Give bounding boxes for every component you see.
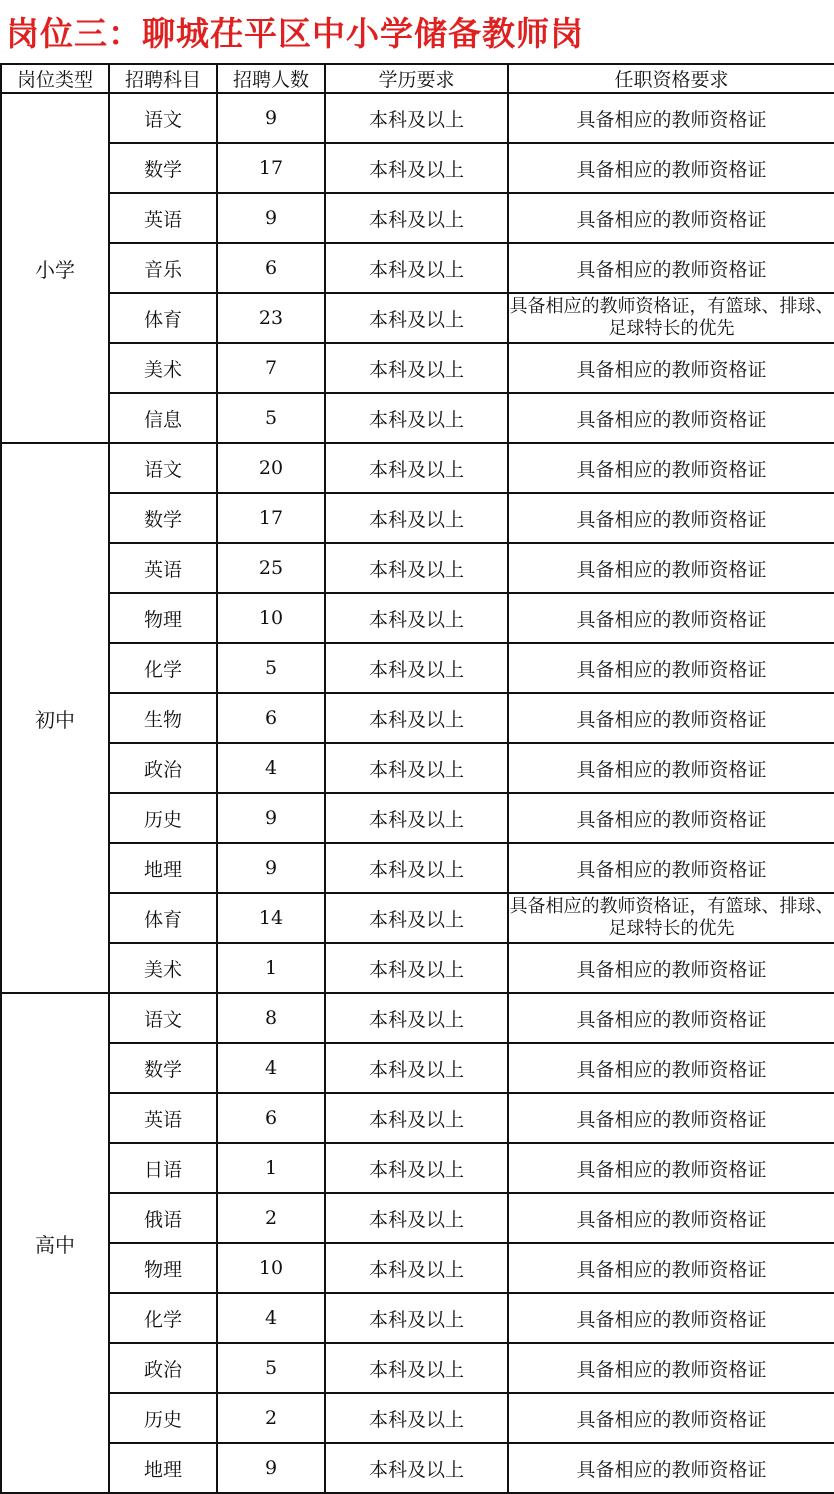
header-subject: 招聘科目 xyxy=(109,64,217,93)
subject-cell: 地理 xyxy=(109,843,217,893)
education-cell: 本科及以上 xyxy=(325,943,508,993)
education-cell: 本科及以上 xyxy=(325,893,508,943)
headcount-cell: 8 xyxy=(217,993,325,1043)
qualification-cell: 具备相应的教师资格证 xyxy=(508,943,834,993)
qualification-cell: 具备相应的教师资格证 xyxy=(508,743,834,793)
table-row xyxy=(1,1393,834,1443)
subject-cell: 数学 xyxy=(109,493,217,543)
subject-cell: 日语 xyxy=(109,1143,217,1193)
headcount-cell: 9 xyxy=(217,93,325,143)
qualification-cell: 具备相应的教师资格证 xyxy=(508,393,834,443)
headcount-cell: 17 xyxy=(217,143,325,193)
table-row xyxy=(1,743,834,793)
headcount-cell: 14 xyxy=(217,893,325,943)
qualification-cell: 具备相应的教师资格证 xyxy=(508,793,834,843)
subject-cell: 体育 xyxy=(109,893,217,943)
education-cell: 本科及以上 xyxy=(325,1043,508,1093)
headcount-cell: 9 xyxy=(217,843,325,893)
headcount-cell: 1 xyxy=(217,1143,325,1193)
page-title: 岗位三：聊城茌平区中小学储备教师岗 xyxy=(6,14,584,53)
table-row xyxy=(1,943,834,993)
table-body xyxy=(1,93,834,1493)
education-cell: 本科及以上 xyxy=(325,1393,508,1443)
subject-cell: 信息 xyxy=(109,393,217,443)
subject-cell: 美术 xyxy=(109,943,217,993)
qualification-cell: 具备相应的教师资格证 xyxy=(508,1143,834,1193)
table-row xyxy=(1,543,834,593)
headcount-cell: 5 xyxy=(217,393,325,443)
header-row xyxy=(1,64,834,93)
headcount-cell: 9 xyxy=(217,1443,325,1493)
education-cell: 本科及以上 xyxy=(325,543,508,593)
headcount-cell: 4 xyxy=(217,1293,325,1343)
qualification-cell: 具备相应的教师资格证 xyxy=(508,193,834,243)
recruitment-table xyxy=(0,63,834,1494)
subject-cell: 化学 xyxy=(109,643,217,693)
education-cell: 本科及以上 xyxy=(325,1293,508,1343)
table-row xyxy=(1,643,834,693)
education-cell: 本科及以上 xyxy=(325,193,508,243)
headcount-cell: 5 xyxy=(217,643,325,693)
subject-cell: 语文 xyxy=(109,993,217,1043)
table-row xyxy=(1,443,834,493)
subject-cell: 英语 xyxy=(109,193,217,243)
education-cell: 本科及以上 xyxy=(325,293,508,343)
qualification-cell: 具备相应的教师资格证 xyxy=(508,1043,834,1093)
subject-cell: 体育 xyxy=(109,293,217,343)
table-row xyxy=(1,1043,834,1093)
subject-cell: 语文 xyxy=(109,443,217,493)
table-row xyxy=(1,593,834,643)
subject-cell: 俄语 xyxy=(109,1193,217,1243)
qualification-cell: 具备相应的教师资格证 xyxy=(508,1243,834,1293)
table-row xyxy=(1,843,834,893)
subject-cell: 物理 xyxy=(109,593,217,643)
subject-cell: 历史 xyxy=(109,793,217,843)
education-cell: 本科及以上 xyxy=(325,393,508,443)
subject-cell: 英语 xyxy=(109,1093,217,1143)
qualification-cell: 具备相应的教师资格证 xyxy=(508,493,834,543)
subject-cell: 政治 xyxy=(109,743,217,793)
headcount-cell: 4 xyxy=(217,743,325,793)
qualification-cell: 具备相应的教师资格证 xyxy=(508,843,834,893)
table-row xyxy=(1,243,834,293)
table-header xyxy=(1,64,834,93)
table-row xyxy=(1,1343,834,1393)
subject-cell: 化学 xyxy=(109,1293,217,1343)
table-row xyxy=(1,493,834,543)
education-cell: 本科及以上 xyxy=(325,143,508,193)
qualification-cell: 具备相应的教师资格证 xyxy=(508,1343,834,1393)
headcount-cell: 20 xyxy=(217,443,325,493)
table-row xyxy=(1,1243,834,1293)
qualification-cell: 具备相应的教师资格证 xyxy=(508,1193,834,1243)
headcount-cell: 17 xyxy=(217,493,325,543)
subject-cell: 英语 xyxy=(109,543,217,593)
qualification-cell: 具备相应的教师资格证 xyxy=(508,993,834,1043)
table-row xyxy=(1,1443,834,1493)
education-cell: 本科及以上 xyxy=(325,1243,508,1293)
qualification-cell: 具备相应的教师资格证 xyxy=(508,243,834,293)
subject-cell: 语文 xyxy=(109,93,217,143)
header-qualification: 任职资格要求 xyxy=(508,64,834,93)
headcount-cell: 1 xyxy=(217,943,325,993)
headcount-cell: 10 xyxy=(217,1243,325,1293)
education-cell: 本科及以上 xyxy=(325,443,508,493)
headcount-cell: 6 xyxy=(217,693,325,743)
headcount-cell: 2 xyxy=(217,1393,325,1443)
subject-cell: 物理 xyxy=(109,1243,217,1293)
headcount-cell: 9 xyxy=(217,193,325,243)
education-cell: 本科及以上 xyxy=(325,1143,508,1193)
qualification-cell: 具备相应的教师资格证 xyxy=(508,1393,834,1443)
table-row xyxy=(1,893,834,943)
subject-cell: 数学 xyxy=(109,1043,217,1093)
subject-cell: 生物 xyxy=(109,693,217,743)
position-type-cell: 高中 xyxy=(1,993,109,1493)
education-cell: 本科及以上 xyxy=(325,593,508,643)
headcount-cell: 5 xyxy=(217,1343,325,1393)
table-row xyxy=(1,993,834,1043)
qualification-cell: 具备相应的教师资格证 xyxy=(508,1443,834,1493)
education-cell: 本科及以上 xyxy=(325,243,508,293)
table-row xyxy=(1,1193,834,1243)
education-cell: 本科及以上 xyxy=(325,343,508,393)
qualification-cell: 具备相应的教师资格证 xyxy=(508,143,834,193)
qualification-cell: 具备相应的教师资格证，有篮球、排球、足球特长的优先 xyxy=(508,893,834,943)
education-cell: 本科及以上 xyxy=(325,693,508,743)
headcount-cell: 6 xyxy=(217,243,325,293)
headcount-cell: 23 xyxy=(217,293,325,343)
education-cell: 本科及以上 xyxy=(325,993,508,1043)
subject-cell: 音乐 xyxy=(109,243,217,293)
qualification-cell: 具备相应的教师资格证 xyxy=(508,343,834,393)
qualification-cell: 具备相应的教师资格证 xyxy=(508,543,834,593)
subject-cell: 政治 xyxy=(109,1343,217,1393)
table-row xyxy=(1,143,834,193)
headcount-cell: 25 xyxy=(217,543,325,593)
qualification-cell: 具备相应的教师资格证，有篮球、排球、足球特长的优先 xyxy=(508,293,834,343)
table-row xyxy=(1,343,834,393)
table-row xyxy=(1,793,834,843)
education-cell: 本科及以上 xyxy=(325,743,508,793)
qualification-cell: 具备相应的教师资格证 xyxy=(508,1293,834,1343)
education-cell: 本科及以上 xyxy=(325,493,508,543)
headcount-cell: 9 xyxy=(217,793,325,843)
headcount-cell: 4 xyxy=(217,1043,325,1093)
table-row xyxy=(1,1293,834,1343)
qualification-cell: 具备相应的教师资格证 xyxy=(508,1093,834,1143)
qualification-cell: 具备相应的教师资格证 xyxy=(508,693,834,743)
position-type-cell: 初中 xyxy=(1,443,109,993)
table-row xyxy=(1,1093,834,1143)
table-row xyxy=(1,393,834,443)
table-row xyxy=(1,1143,834,1193)
position-type-cell: 小学 xyxy=(1,93,109,443)
headcount-cell: 7 xyxy=(217,343,325,393)
table-row xyxy=(1,293,834,343)
header-education: 学历要求 xyxy=(325,64,508,93)
subject-cell: 历史 xyxy=(109,1393,217,1443)
subject-cell: 数学 xyxy=(109,143,217,193)
table-row xyxy=(1,193,834,243)
header-position-type: 岗位类型 xyxy=(1,64,109,93)
table-row xyxy=(1,693,834,743)
subject-cell: 地理 xyxy=(109,1443,217,1493)
headcount-cell: 6 xyxy=(217,1093,325,1143)
education-cell: 本科及以上 xyxy=(325,643,508,693)
qualification-cell: 具备相应的教师资格证 xyxy=(508,93,834,143)
education-cell: 本科及以上 xyxy=(325,1193,508,1243)
education-cell: 本科及以上 xyxy=(325,1443,508,1493)
education-cell: 本科及以上 xyxy=(325,93,508,143)
header-headcount: 招聘人数 xyxy=(217,64,325,93)
education-cell: 本科及以上 xyxy=(325,1093,508,1143)
qualification-cell: 具备相应的教师资格证 xyxy=(508,643,834,693)
qualification-cell: 具备相应的教师资格证 xyxy=(508,593,834,643)
headcount-cell: 10 xyxy=(217,593,325,643)
table-row xyxy=(1,93,834,143)
headcount-cell: 2 xyxy=(217,1193,325,1243)
qualification-cell: 具备相应的教师资格证 xyxy=(508,443,834,493)
education-cell: 本科及以上 xyxy=(325,843,508,893)
education-cell: 本科及以上 xyxy=(325,793,508,843)
subject-cell: 美术 xyxy=(109,343,217,393)
education-cell: 本科及以上 xyxy=(325,1343,508,1393)
